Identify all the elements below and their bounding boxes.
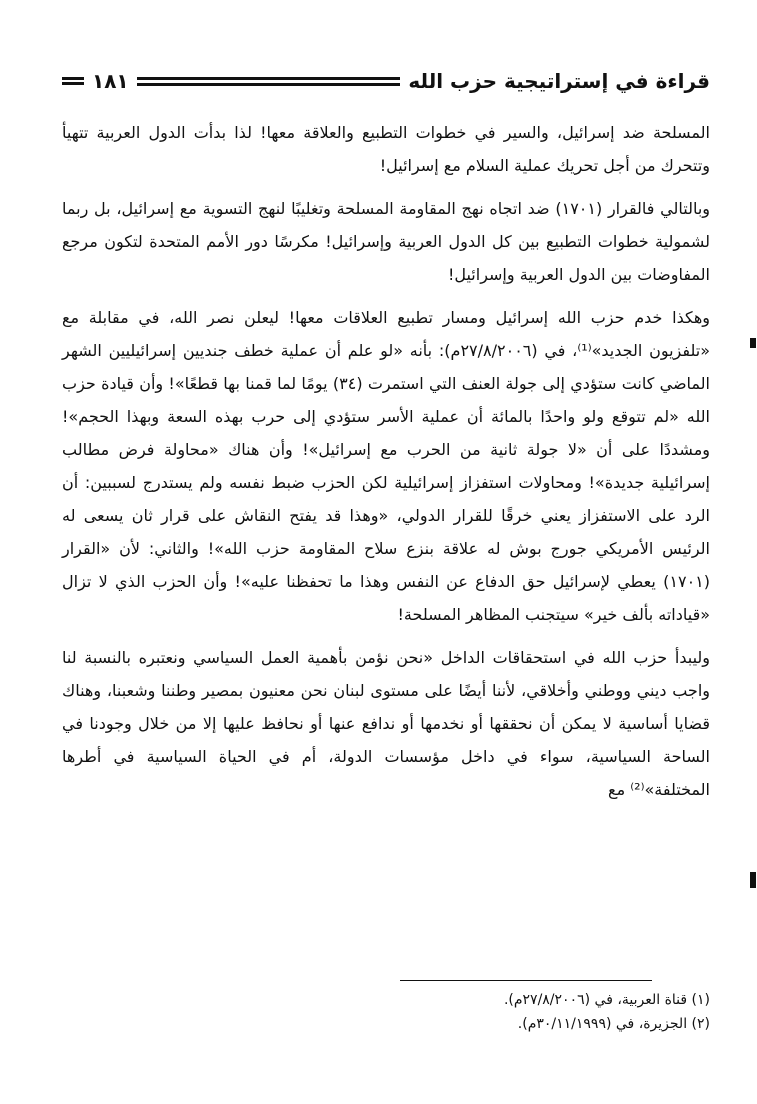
- paragraph-3: وهكذا خدم حزب الله إسرائيل ومسار تطبيع العلاقات معها! ليعلن نصر الله، في مقابلة مع «تلفزيون الجديد»⁽¹⁾، في (٢٧/٨/٢٠٠٦م): بأنه «لو علم أن عملية خطف جنديين إسرائيليين الشهر الماضي كانت ستؤدي إلى جولة العنف التي استمرت (٣٤) يومًا لما قمنا بها قطعًا»! وأن قيادة حزب الله «لم تتوقع ولو واحدًا بالمائة أن عملية الأسر ستؤدي إلى حرب بهذه السعة وبهذا الحجم»! ومشددًا على أن «لا جولة ثانية من الحرب مع إسرائيل»! وأن هناك «محاولة فرض مطالب إسرائيلية جديدة»! ومحاولات استفزاز إسرائيلية لكن الحزب ضبط نفسه ولم يستدرج لسببين: أن الرد على الاستفزاز يعني خرقًا للقرار الدولي، «وهذا قد يفتح النقاش على قرار ثان يسعى له الرئيس الأمريكي جورج بوش له علاقة بنزع سلاح المقاومة حزب الله»! والثاني: لأن «القرار (١٧٠١) يعطي لإسرائيل حق الدفاع عن النفس وهذا ما تحفظنا عليه»! وأن الحزب الذي لا تزال «قياداته بألف خير» سيتجنب المظاهر المسلحة!: [62, 308, 711, 624]
- scan-edge-mark-bottom: [750, 872, 756, 888]
- scan-edge-mark-top: [750, 338, 756, 348]
- footnote-1: (١) قناة العربية، في (٢٧/٨/٢٠٠٦م).: [503, 992, 710, 1008]
- paragraph-2: وبالتالي فالقرار (١٧٠١) ضد اتجاه نهج المقاومة المسلحة وتغليبًا لنهج التسوية مع إسرائيل، بل ربما لشمولية خطوات التطبيع بين كل الدول العربية وإسرائيل! مكرسًا دور الأمم المتحدة لتكون مرجع المفاوضات بين الدول العربية وإسرائيل!: [62, 199, 711, 284]
- running-title: قراءة في إستراتيجية حزب الله: [408, 69, 710, 93]
- footnote-separator: [400, 980, 652, 981]
- paragraph-1: المسلحة ضد إسرائيل، والسير في خطوات التطبيع والعلاقة معها! لذا بدأت الدول العربية تتهيأ وتتحرك من أجل تحريك عملية السلام مع إسرائيل!: [62, 123, 710, 175]
- body-text: [62, 116, 710, 806]
- footnotes: [62, 988, 710, 1036]
- header-double-rule: [137, 77, 401, 86]
- page-number: ١٨١: [92, 69, 129, 93]
- paragraph-4: وليبدأ حزب الله في استحقاقات الداخل «نحن نؤمن بأهمية العمل السياسي ونعتبره بالنسبة لنا واجب ديني ووطني وأخلاقي، لأننا أيضًا على مستوى لبنان نحن معنيون بمصير وطننا وشعبنا، وهناك قضايا أساسية لا يمكن أن نحققها أو نخدمها أو ندافع عنها أو نحافظ عليها إلا من خلال وجودنا في الساحة السياسية، سواء في داخل مؤسسات الدولة، أم في الحياة السياسية في أطرها المختلفة»⁽²⁾ مع: [62, 648, 710, 799]
- running-header: [62, 62, 710, 100]
- footnote-2: (٢) الجزيرة، في (٣٠/١١/١٩٩٩م).: [517, 1016, 710, 1032]
- header-end-mark: [62, 77, 84, 85]
